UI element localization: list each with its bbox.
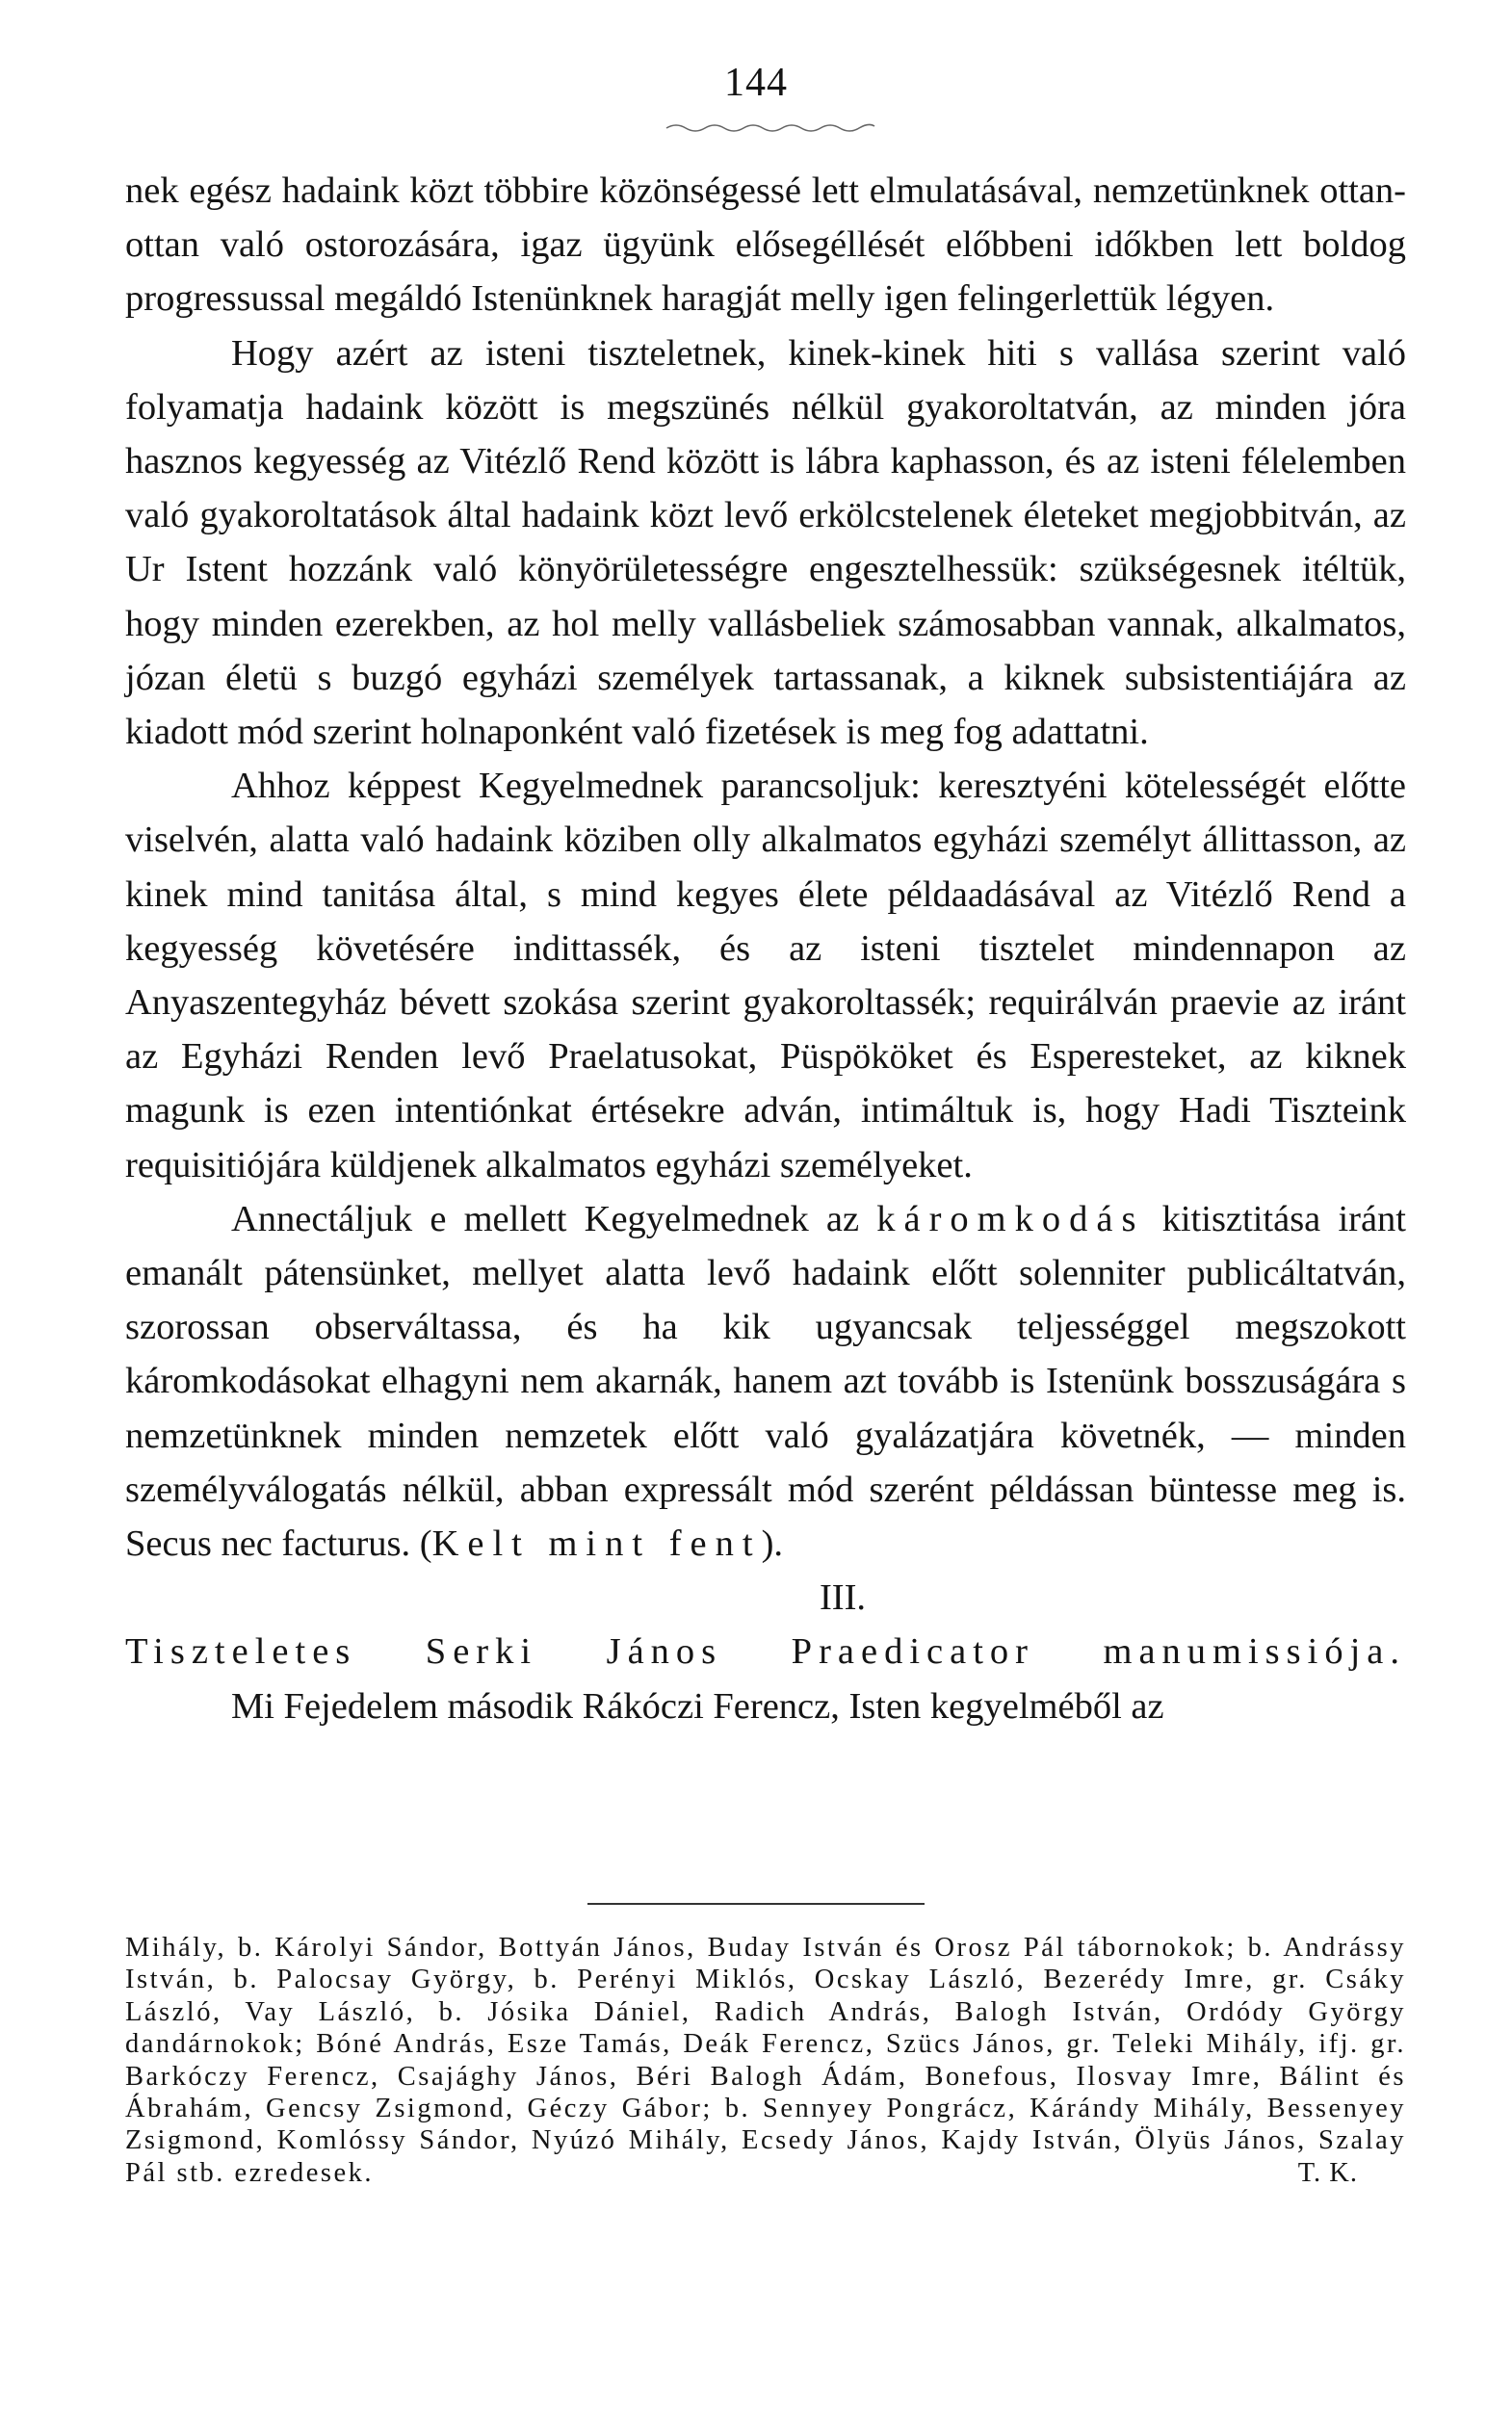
paragraph-4 <box>125 1192 1406 1571</box>
paragraph-3: Ahhoz képpest Kegyelmednek parancsoljuk: keresztyéni kötelességét előtte viselvén, alatta való hadaink köziben olly alkalmatos egyházi személyt állittasson, az kinek mind tanitása által, s mind kegyes élete példaadásával az Vitézlő Rend a kegyesség követésére indittassék, és az isteni tisztelet mindennapon az Anyaszentegyház bévett szokása szerint gyakoroltassék; requirálván praevie az iránt az Egyházi Renden levő Praelatusokat, Püspököket és Esperesteket, az kiknek magunk is ezen intentiónkat értésekre adván, intimáltuk is, hogy Hadi Tiszteink requisitiójára küldjenek alkalmatos egyházi személyeket. <box>125 766 1406 1185</box>
spaced-word-kaeromkodas: káromkodás <box>876 1198 1145 1239</box>
paragraph-4-end: ). <box>761 1523 784 1565</box>
section-title: Tiszteletes Serki János Praedicator manumissiója. <box>125 1631 1406 1673</box>
paragraph-2: Hogy azért az isteni tiszteletnek, kinek-kinek hiti s vallása szerint való folyamatja hadaink között is megszünés nélkül gyakoroltatván, az minden jóra hasznos kegyesség az Vitézlő Rend között is lábra kaphasson, és az isteni félelemben való gyakoroltatások által hadaink közt levő erkölcstelenek életeket megjobbitván, az Ur Istent hozzánk való könyörületességre engesztelhessük: szükségesnek itéltük, hogy minden ezerekben, az hol melly vallásbeliek számosabban vannak, alkalmatos, józan életü s buzgó egyházi személyek tartassanak, a kiknek subsistentiájára az kiadott mód szerint holnaponként való fizetések is meg fog adattatni. <box>125 332 1406 753</box>
footnote-text: Mihály, b. Károlyi Sándor, Bottyán János, Buday István és Orosz Pál tábornokok; b. Andrássy István, b. Palocsay György, b. Perényi Miklós, Ocskay László, Bezerédy Imre, gr. Csáky László, Vay László, b. Jósika Dániel, Radich András, Balogh István, Ordódy György dandárnokok; Bóné András, Esze Tamás, Deák Ferencz, Szücs János, gr. Teleki Mihály, ifj. gr. Barkóczy Ferencz, Csajághy János, Béri Balogh Ádám, Bonefous, Ilosvay Imre, Bálint és Ábrahám, Gencsy Zsigmond, Géczy Gábor; b. Sennyey Pongrácz, Kárándy Mihály, Bessenyey Zsigmond, Komlóssy Sándor, Nyúzó Mihály, Ecsedy János, Kajdy István, Ölyüs János, Szalay Pál stb. ezredesek. <box>125 1933 1406 2188</box>
page-number: 144 <box>724 61 788 105</box>
footnote-divider <box>587 1903 925 1905</box>
paragraph-1: nek egész hadaink közt többire közönségessé lett elmulatásával, nemzetünknek ottan-ottan való ostorozására, igaz ügyünk elősegéllését előbbeni időkben lett boldog progressussal megáldó Istenünknek haragját melly igen felingerlettük légyen. <box>125 170 1406 320</box>
body-text <box>125 164 1406 1733</box>
section-number: III. <box>819 1577 867 1619</box>
footnote <box>125 1932 1406 2189</box>
dated-phrase: Kelt mint fent <box>431 1523 762 1565</box>
paragraph-5: Mi Fejedelem második Rákóczi Ferencz, Isten kegyelméből az <box>231 1685 1164 1727</box>
footnote-initials: T. K. <box>1297 2157 1358 2188</box>
header-ornament <box>665 120 876 134</box>
paragraph-4-middle: kitisztitása iránt emanált pátensünket, mellyet alatta levő hadaink előtt solenniter publicáltatván, szorossan observáltassa, és ha kik ugyancsak teljességgel megszokott káromkodásokat elhagyni nem akarnák, hanem azt tovább is Istenünk bosszuságára s nemzetünknek minden nemzetek előtt való gyalázatjára követnék, — minden személyválogatás nélkül, abban expressált mód szerént példássan büntesse meg is. Secus nec facturus. ( <box>125 1198 1406 1565</box>
paragraph-4-start: Annectáljuk e mellett Kegyelmednek az <box>231 1198 860 1239</box>
